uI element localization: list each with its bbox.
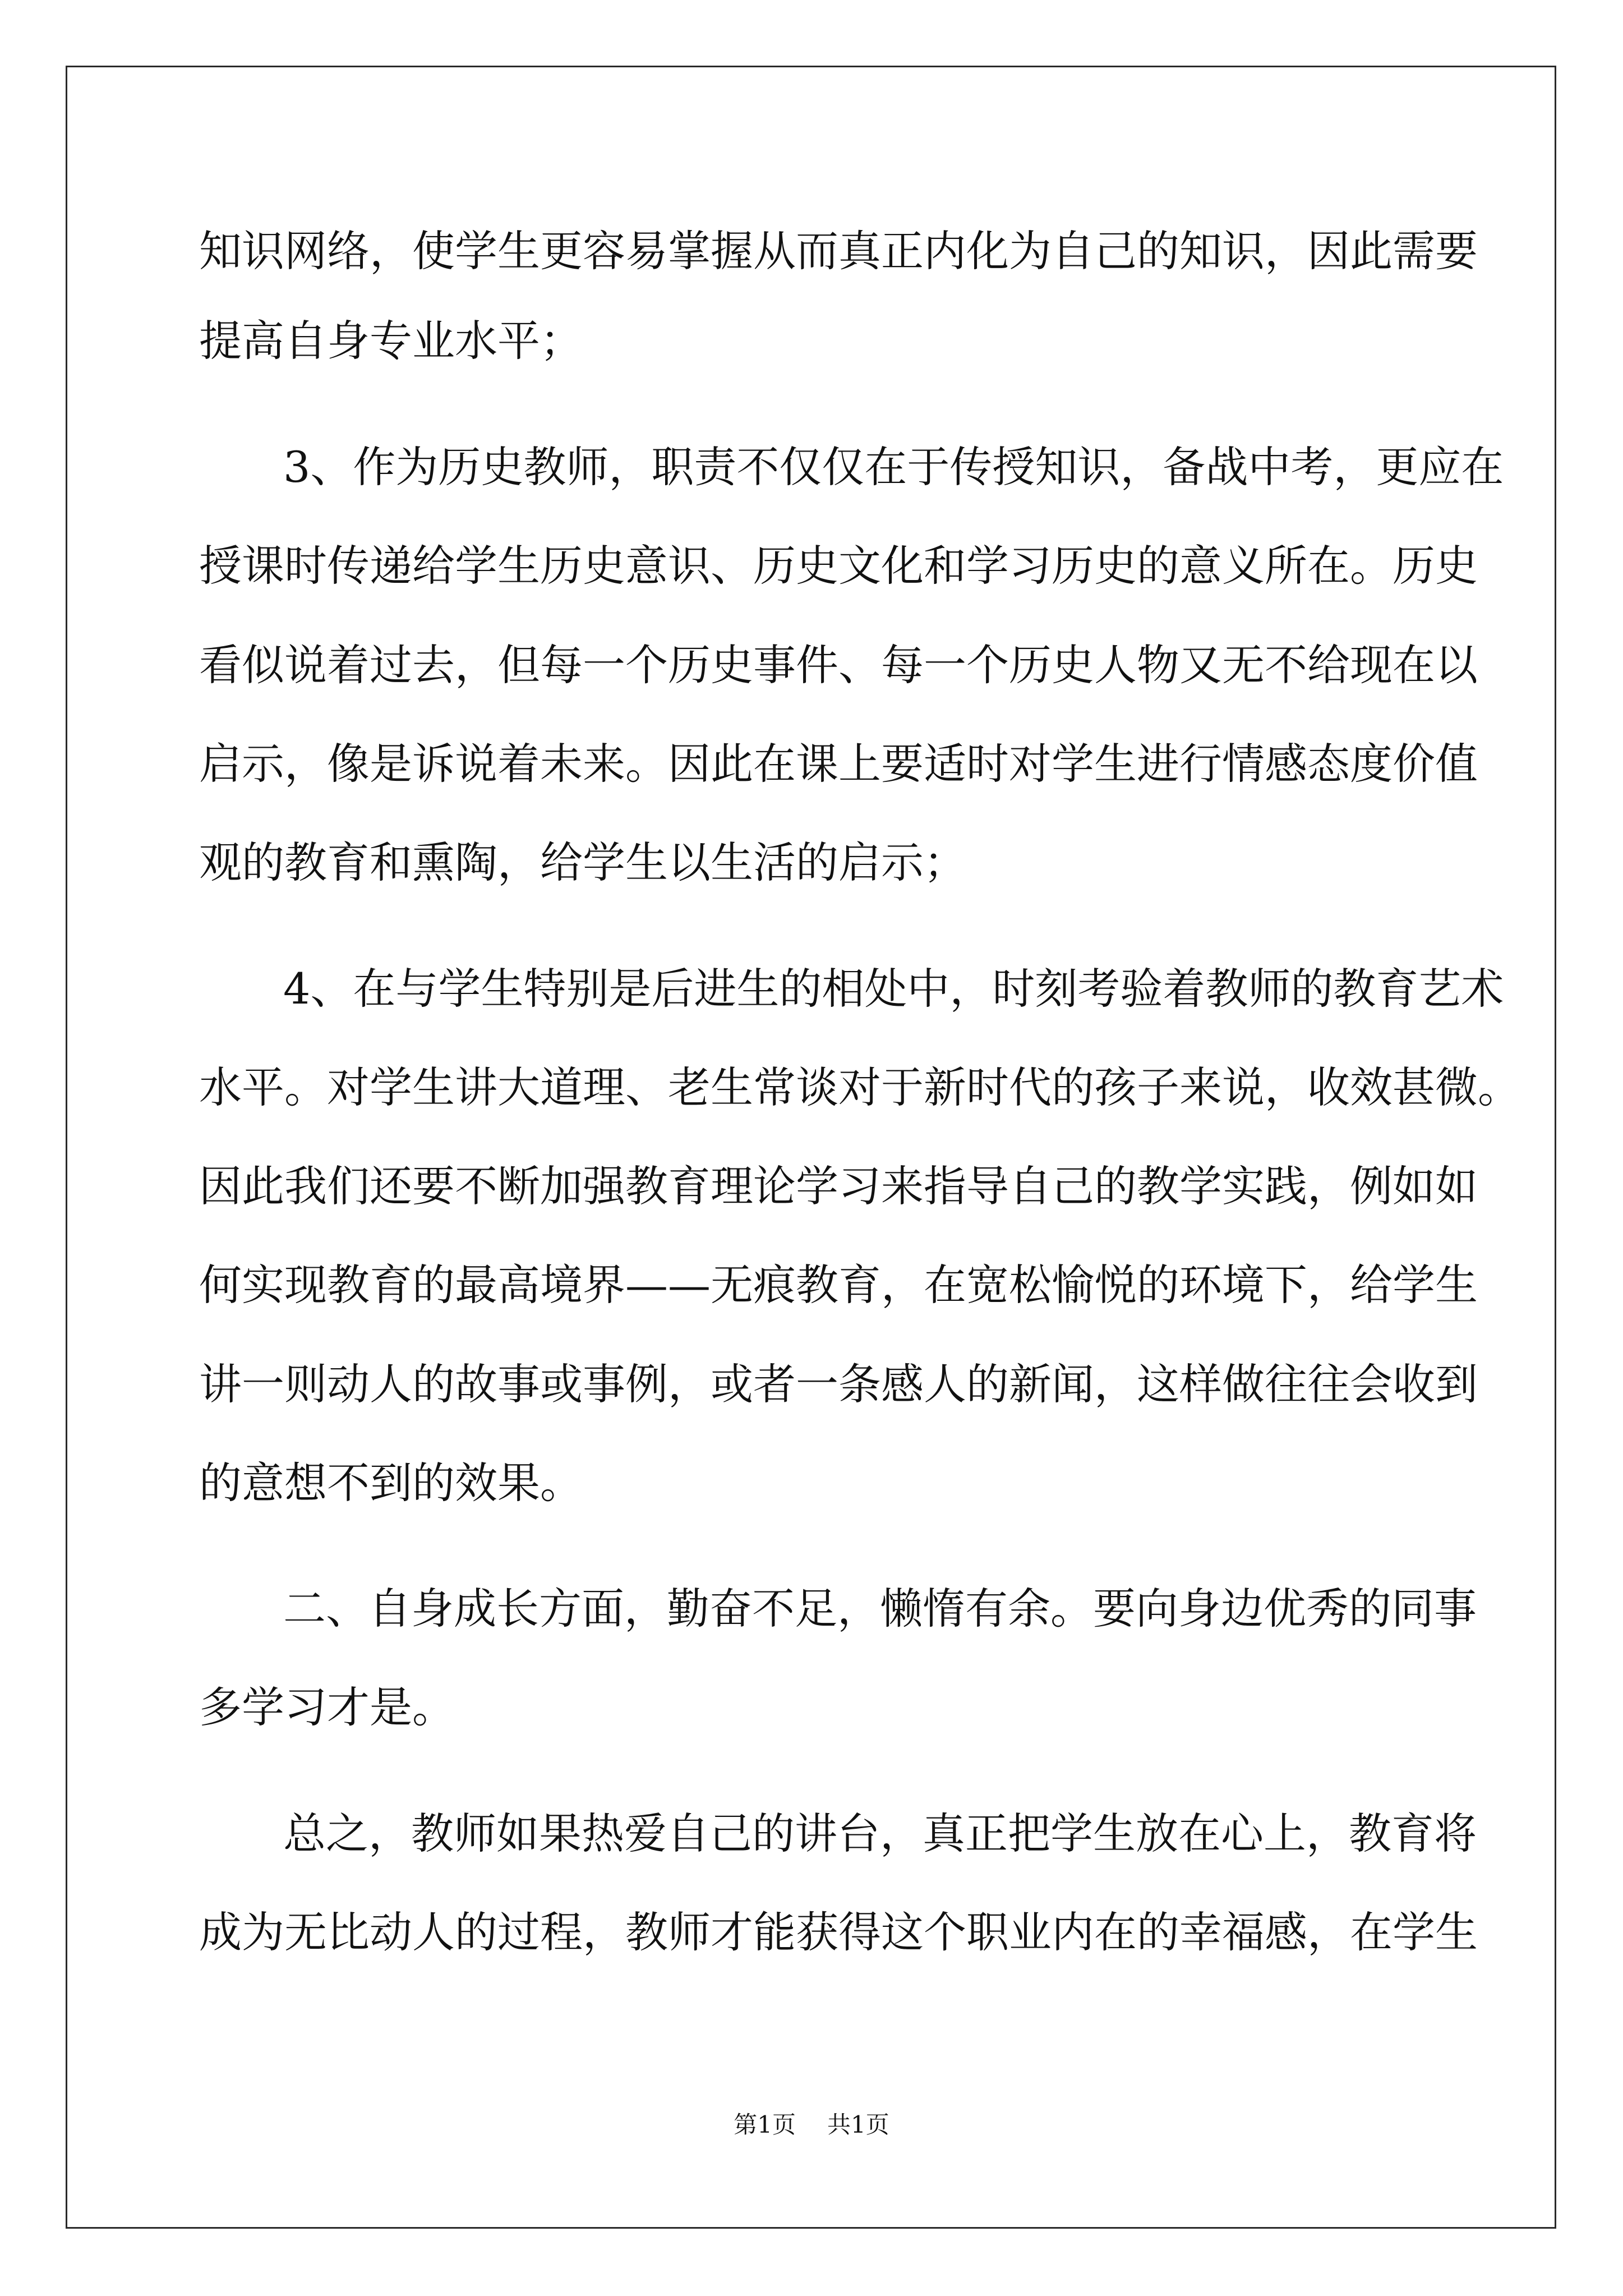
text-line: 何实现教育的最高境界——无痕教育，在宽松愉悦的环境下，给学生 xyxy=(199,1260,1478,1310)
text-line: 因此我们还要不断加强教育理论学习来指导自己的教学实践，例如如 xyxy=(199,1161,1478,1211)
text-line: 4、在与学生特别是后进生的相处中，时刻考验着教师的教育艺术 xyxy=(283,964,1504,1014)
text-line: 知识网络，使学生更容易掌握从而真正内化为自己的知识，因此需要 xyxy=(199,226,1478,276)
text-line: 启示，像是诉说着未来。因此在课上要适时对学生进行情感态度价值 xyxy=(199,739,1478,789)
page-footer xyxy=(0,2106,1623,2140)
text-line: 成为无比动人的过程，教师才能获得这个职业内在的幸福感，在学生 xyxy=(199,1907,1478,1957)
text-line: 总之，教师如果热爱自己的讲台，真正把学生放在心上，教育将 xyxy=(283,1809,1477,1858)
page-number: 第1页 xyxy=(734,2111,796,2138)
text-line: 提高自身专业水平； xyxy=(199,316,583,366)
text-line: 水平。对学生讲大道理、老生常谈对于新时代的孩子来说，收效甚微。 xyxy=(199,1062,1520,1112)
text-line: 授课时传递给学生历史意识、历史文化和学习历史的意义所在。历史 xyxy=(199,541,1478,591)
text-line: 看似说着过去，但每一个历史事件、每一个历史人物又无不给现在以 xyxy=(199,640,1478,690)
text-line: 讲一则动人的故事或事例，或者一条感人的新闻，这样做往往会收到 xyxy=(199,1359,1478,1409)
text-line: 观的教育和熏陶，给学生以生活的启示； xyxy=(199,838,966,887)
text-line: 多学习才是。 xyxy=(199,1682,455,1732)
text-line: 的意想不到的效果。 xyxy=(199,1458,583,1508)
text-line: 二、自身成长方面，勤奋不足，懒惰有余。要向身边优秀的同事 xyxy=(283,1584,1477,1634)
page-total: 共1页 xyxy=(827,2111,889,2138)
text-line: 3、作为历史教师，职责不仅仅在于传授知识，备战中考，更应在 xyxy=(283,442,1504,492)
